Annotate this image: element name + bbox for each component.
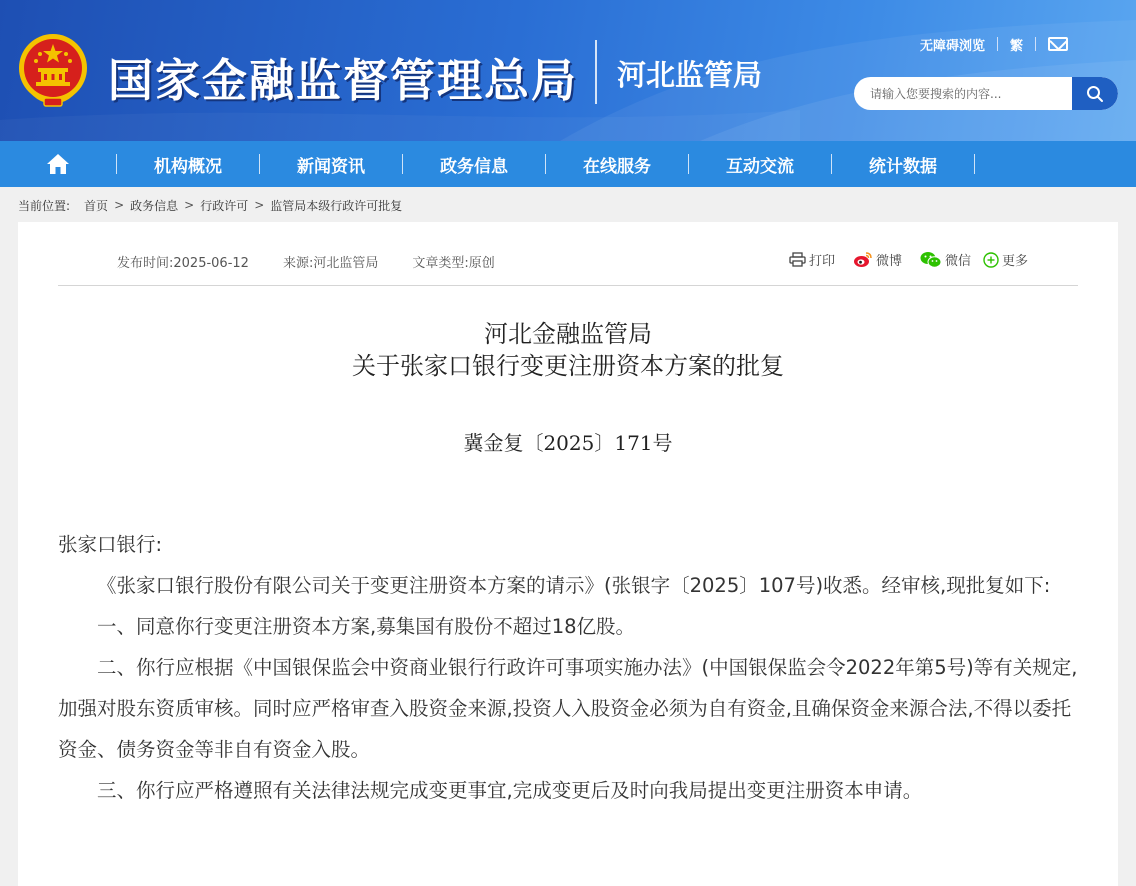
breadcrumb-government-info[interactable]: 政务信息 <box>130 198 179 213</box>
body-paragraph: 《张家口银行股份有限公司关于变更注册资本方案的请示》(张银字〔2025〕107号)收悉。经审核,现批复如下: <box>97 574 1051 597</box>
breadcrumb-current[interactable]: 监管局本级行政许可批复 <box>270 198 403 213</box>
nav-item-government-info[interactable]: 政务信息 <box>440 156 508 177</box>
body-paragraph: 三、你行应严格遵照有关法律法规完成变更事宜,完成变更后及时向我局提出变更注册资本申请。 <box>97 779 923 802</box>
nav-item-interaction[interactable]: 互动交流 <box>726 156 794 177</box>
meta-divider <box>58 285 1078 286</box>
more-share-button[interactable] <box>983 250 1028 269</box>
sub-title[interactable]: 河北监管局 <box>617 58 763 92</box>
main-nav <box>0 141 1136 187</box>
weibo-share-button[interactable] <box>853 250 902 269</box>
national-emblem-icon <box>16 32 90 108</box>
site-header <box>0 0 1136 141</box>
wechat-icon <box>920 251 942 269</box>
article-source: 来源:河北监管局 <box>282 256 379 271</box>
document-title-subject: 关于张家口银行变更注册资本方案的批复 <box>352 352 784 380</box>
more-label: 更多 <box>1002 254 1029 269</box>
document-title <box>18 318 1118 382</box>
print-label: 打印 <box>809 254 836 269</box>
accessible-browsing-link[interactable]: 无障碍浏览 <box>920 38 986 54</box>
publish-time: 发布时间:2025-06-12 <box>117 256 249 271</box>
top-links <box>920 34 1068 54</box>
link-separator <box>1035 37 1036 51</box>
document-title-issuer: 河北金融监管局 <box>484 320 652 348</box>
breadcrumb-arrow: > <box>114 198 125 212</box>
breadcrumb <box>18 196 402 214</box>
article-type: 文章类型:原创 <box>412 256 495 271</box>
document-number: 冀金复〔2025〕171号 <box>463 431 673 455</box>
salutation: 张家口银行: <box>58 533 163 556</box>
weibo-icon <box>853 251 873 268</box>
body-paragraph: 一、同意你行变更注册资本方案,募集国有股份不超过18亿股。 <box>97 615 636 638</box>
print-button[interactable] <box>789 250 835 269</box>
breadcrumb-label: 当前位置: <box>18 198 71 213</box>
search-box <box>854 77 1118 110</box>
breadcrumb-arrow: > <box>184 198 195 212</box>
search-button[interactable] <box>1072 77 1118 110</box>
nav-item-news[interactable]: 新闻资讯 <box>297 156 365 177</box>
article-meta <box>117 252 529 271</box>
nav-home[interactable] <box>0 141 116 187</box>
site-title[interactable]: 国家金融监督管理总局 <box>108 54 579 107</box>
article-body <box>58 524 1080 811</box>
mail-icon[interactable] <box>1048 37 1068 51</box>
share-bar <box>789 250 1040 269</box>
breadcrumb-admin-license[interactable]: 行政许可 <box>200 198 249 213</box>
plus-circle-icon <box>983 252 999 268</box>
breadcrumb-arrow: > <box>254 198 265 212</box>
body-paragraph: 二、你行应根据《中国银保监会中资商业银行行政许可事项实施办法》(中国银保监会令2022年第5号)等有关规定,加强对股东资质审核。同时应严格审查入股资金来源,投资人入股资金必须为自有资金,且确保资金来源合法,不得以委托资金、债务资金等非自有资金入股。 <box>58 656 1078 761</box>
nav-item-statistics[interactable]: 统计数据 <box>869 156 937 177</box>
search-icon <box>1086 85 1104 103</box>
nav-item-organization[interactable]: 机构概况 <box>154 156 222 177</box>
title-separator <box>595 40 597 104</box>
wechat-label: 微信 <box>945 254 972 269</box>
link-separator <box>997 37 998 51</box>
printer-icon <box>789 252 806 267</box>
nav-separator <box>974 154 975 174</box>
breadcrumb-home[interactable]: 首页 <box>84 198 109 213</box>
home-icon <box>46 153 70 175</box>
wechat-share-button[interactable] <box>920 250 971 269</box>
search-input[interactable] <box>854 77 1074 110</box>
nav-item-online-service[interactable]: 在线服务 <box>583 156 651 177</box>
article-card <box>18 222 1118 886</box>
traditional-chinese-link[interactable]: 繁 <box>1010 38 1024 54</box>
weibo-label: 微博 <box>876 254 903 269</box>
